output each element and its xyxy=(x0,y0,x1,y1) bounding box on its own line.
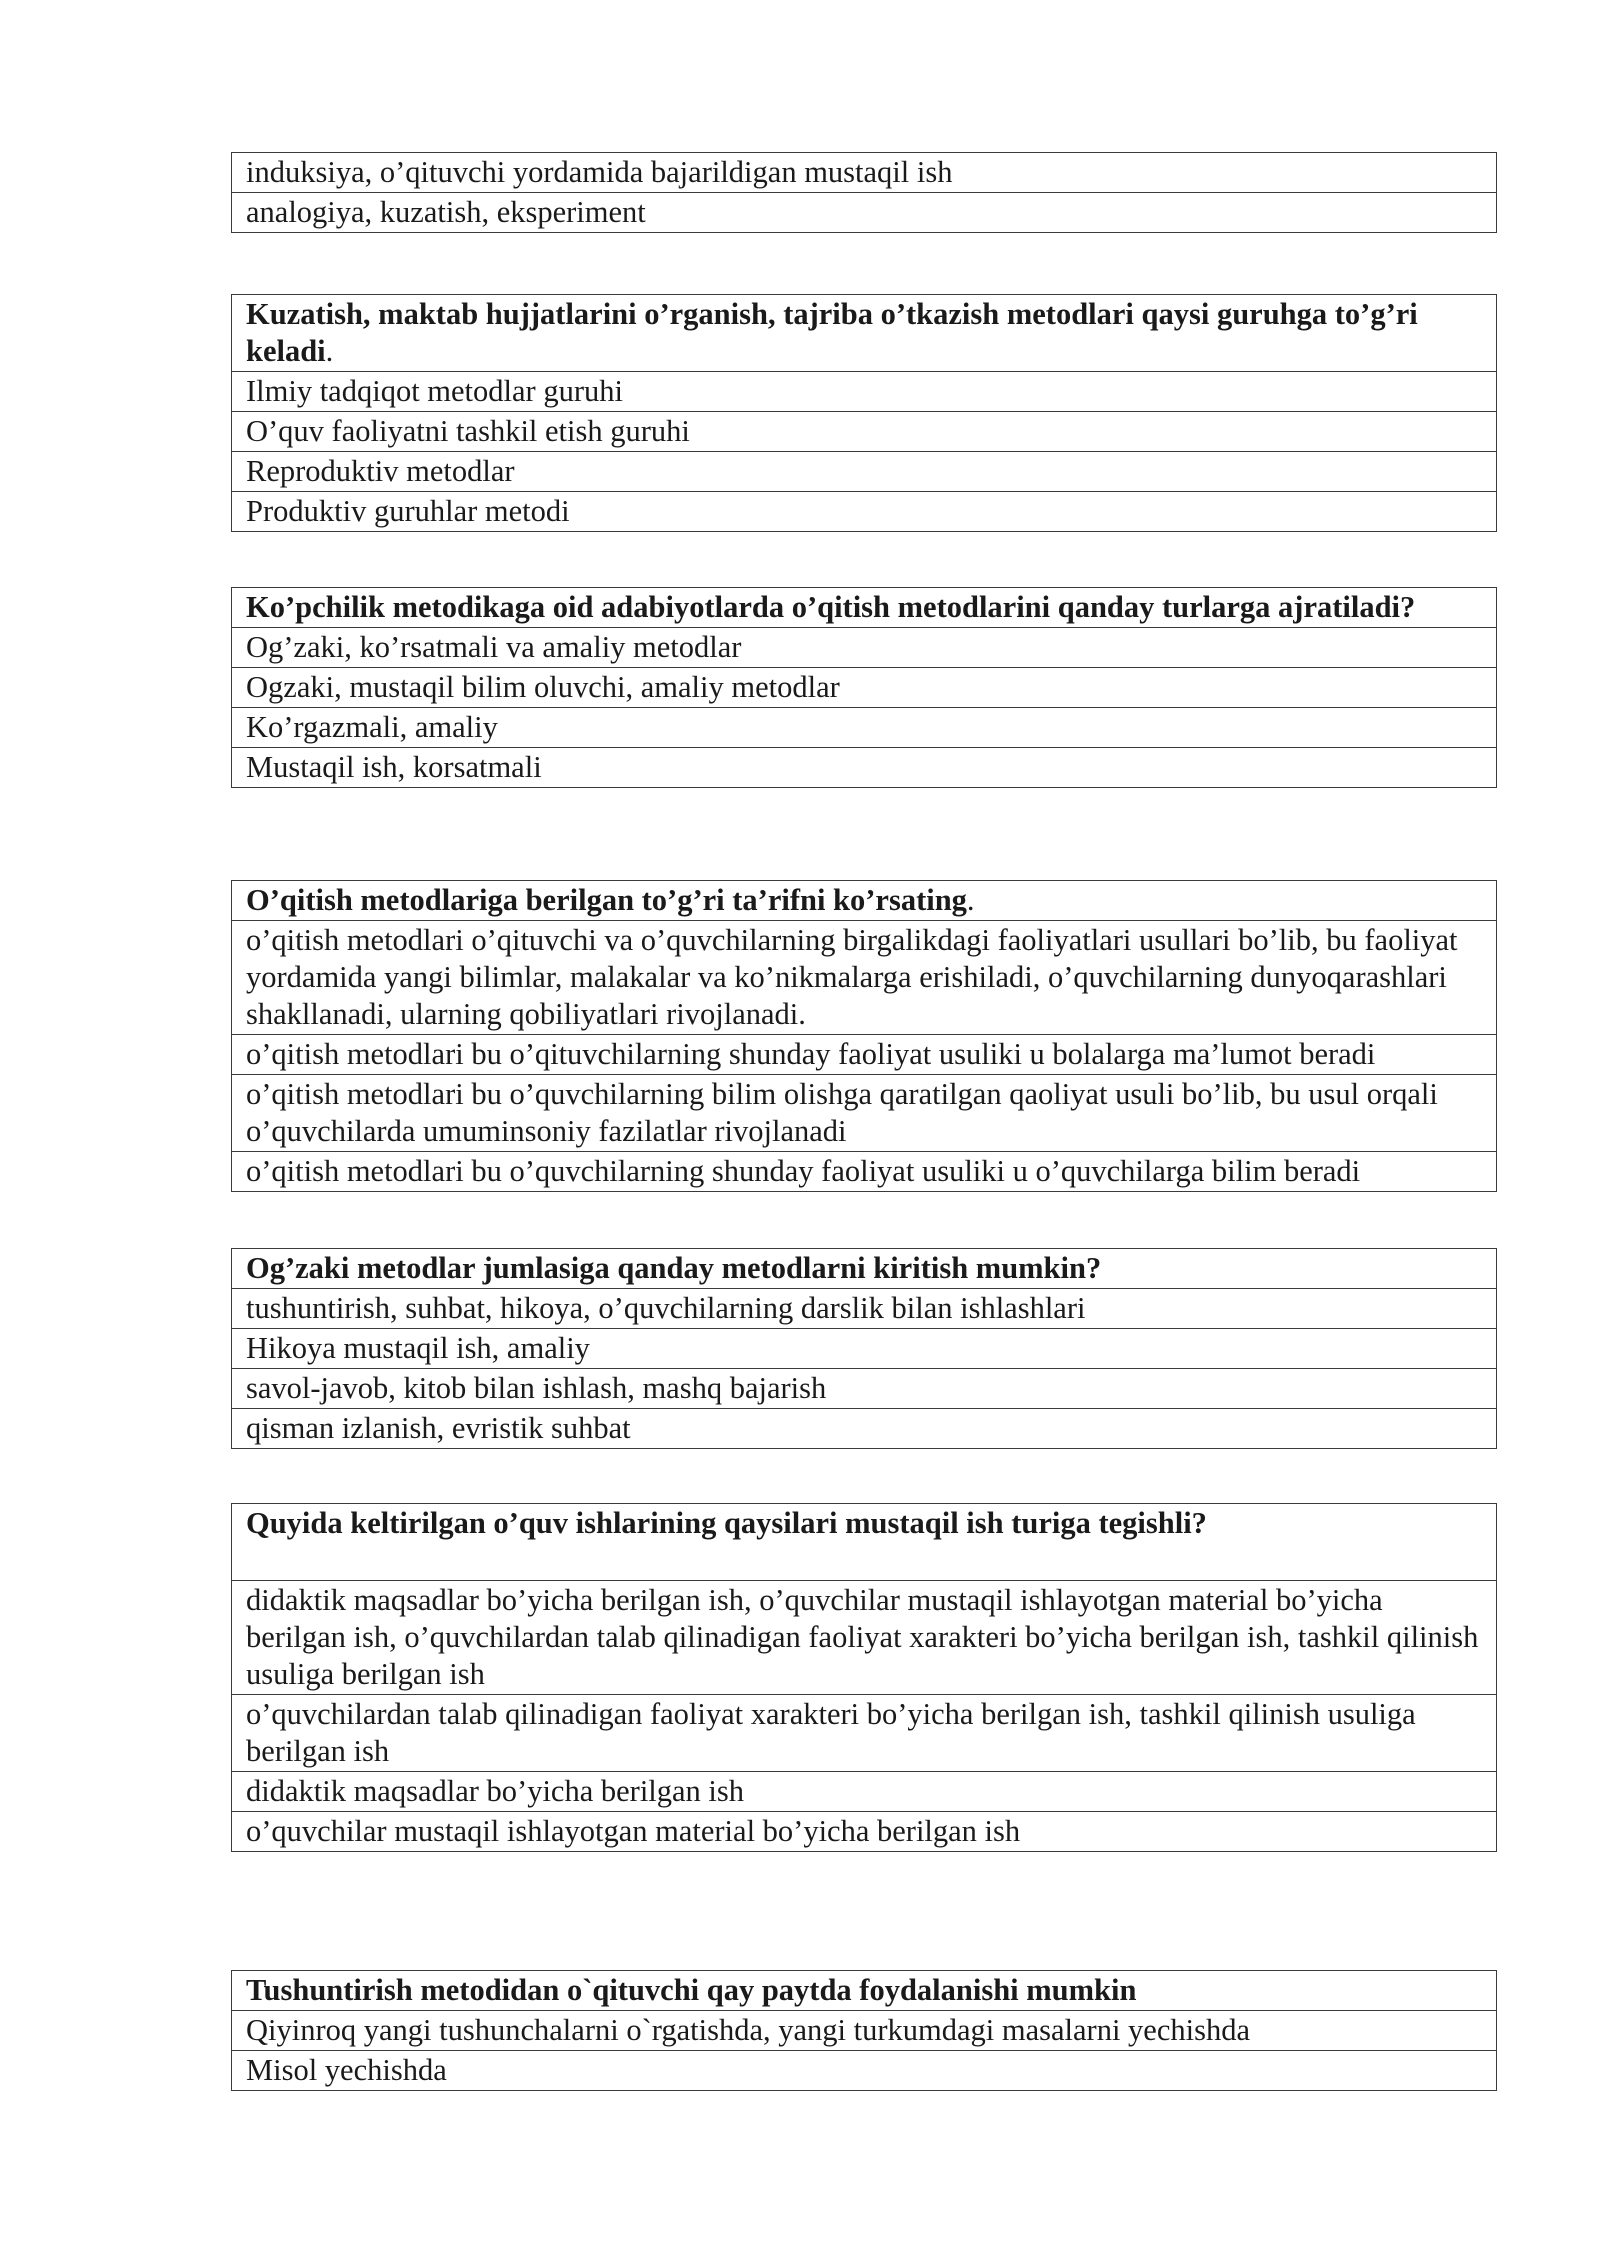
question-suffix: . xyxy=(966,883,975,917)
answer-option: Qiyinroq yangi tushunchalarni o`rgatishda, yangi turkumdagi masalarni yechishda xyxy=(232,2011,1497,2051)
answer-option: Ilmiy tadqiqot metodlar guruhi xyxy=(232,372,1497,412)
answer-table xyxy=(231,152,1497,233)
answer-option: Hikoya mustaqil ish, amaliy xyxy=(232,1329,1497,1369)
answer-option: Mustaqil ish, korsatmali xyxy=(232,748,1497,788)
question-table xyxy=(231,880,1497,1192)
question-table xyxy=(231,1503,1497,1852)
answer-option: O’quv faoliyatni tashkil etish guruhi xyxy=(232,412,1497,452)
question-text: Kuzatish, maktab hujjatlarini o’rganish, tajriba o’tkazish metodlari qaysi guruhga to’g’ri keladi xyxy=(246,297,1418,368)
question-suffix: . xyxy=(325,334,334,368)
answer-option: induksiya, o’qituvchi yordamida bajarildigan mustaqil ish xyxy=(232,153,1497,193)
question-table xyxy=(231,1248,1497,1449)
answer-option: didaktik maqsadlar bo’yicha berilgan ish xyxy=(232,1772,1497,1812)
question-table xyxy=(231,587,1497,788)
answer-option: Reproduktiv metodlar xyxy=(232,452,1497,492)
question-cell xyxy=(232,881,1497,921)
question-cell xyxy=(232,295,1497,372)
answer-option: o’qitish metodlari bu o’quvchilarning bilim olishga qaratilgan qaoliyat usuli bo’lib, bu usul orqali o’quvchilarda umuminsoniy fazilatlar rivojlanadi xyxy=(232,1075,1497,1152)
answer-option: didaktik maqsadlar bo’yicha berilgan ish, o’quvchilar mustaqil ishlayotgan material bo’yicha berilgan ish, o’quvchilardan talab qilinadigan faoliyat xarakteri bo’yicha berilgan ish, tashkil qilinish usuliga berilgan ish xyxy=(232,1581,1497,1695)
question-text: O’qitish metodlariga berilgan to’g’ri ta’rifni ko’rsating xyxy=(246,883,967,917)
answer-option: tushuntirish, suhbat, hikoya, o’quvchilarning darslik bilan ishlashlari xyxy=(232,1289,1497,1329)
answer-option: o’qitish metodlari bu o’qituvchilarning shunday faoliyat usuliki u bolalarga ma’lumot beradi xyxy=(232,1035,1497,1075)
answer-option: o’quvchilardan talab qilinadigan faoliyat xarakteri bo’yicha berilgan ish, tashkil qilinish usuliga berilgan ish xyxy=(232,1695,1497,1772)
question-table xyxy=(231,294,1497,532)
answer-option: o’qitish metodlari o’qituvchi va o’quvchilarning birgalikdagi faoliyatlari usullari bo’lib, bu faoliyat yordamida yangi bilimlar, malakalar va ko’nikmalarga erishiladi, o’quvchilarning dunyoqarashlari shakllanadi, ularning qobiliyatlari rivojlanadi. xyxy=(232,921,1497,1035)
answer-option: qisman izlanish, evristik suhbat xyxy=(232,1409,1497,1449)
question-text: Ko’pchilik metodikaga oid adabiyotlarda o’qitish metodlarini qanday turlarga ajratiladi? xyxy=(232,588,1497,628)
answer-option: Produktiv guruhlar metodi xyxy=(232,492,1497,532)
question-text: Tushuntirish metodidan o`qituvchi qay paytda foydalanishi mumkin xyxy=(232,1971,1497,2011)
question-table xyxy=(231,1970,1497,2091)
answer-option: o’qitish metodlari bu o’quvchilarning shunday faoliyat usuliki u o’quvchilarga bilim beradi xyxy=(232,1152,1497,1192)
question-text: Quyida keltirilgan o’quv ishlarining qaysilari mustaqil ish turiga tegishli? xyxy=(232,1504,1497,1581)
answer-option: o’quvchilar mustaqil ishlayotgan material bo’yicha berilgan ish xyxy=(232,1812,1497,1852)
answer-option: Og’zaki, ko’rsatmali va amaliy metodlar xyxy=(232,628,1497,668)
answer-option: Ogzaki, mustaqil bilim oluvchi, amaliy metodlar xyxy=(232,668,1497,708)
question-text: Og’zaki metodlar jumlasiga qanday metodlarni kiritish mumkin? xyxy=(232,1249,1497,1289)
answer-option: savol-javob, kitob bilan ishlash, mashq bajarish xyxy=(232,1369,1497,1409)
answer-option: Misol yechishda xyxy=(232,2051,1497,2091)
answer-option: Ko’rgazmali, amaliy xyxy=(232,708,1497,748)
answer-option: analogiya, kuzatish, eksperiment xyxy=(232,193,1497,233)
